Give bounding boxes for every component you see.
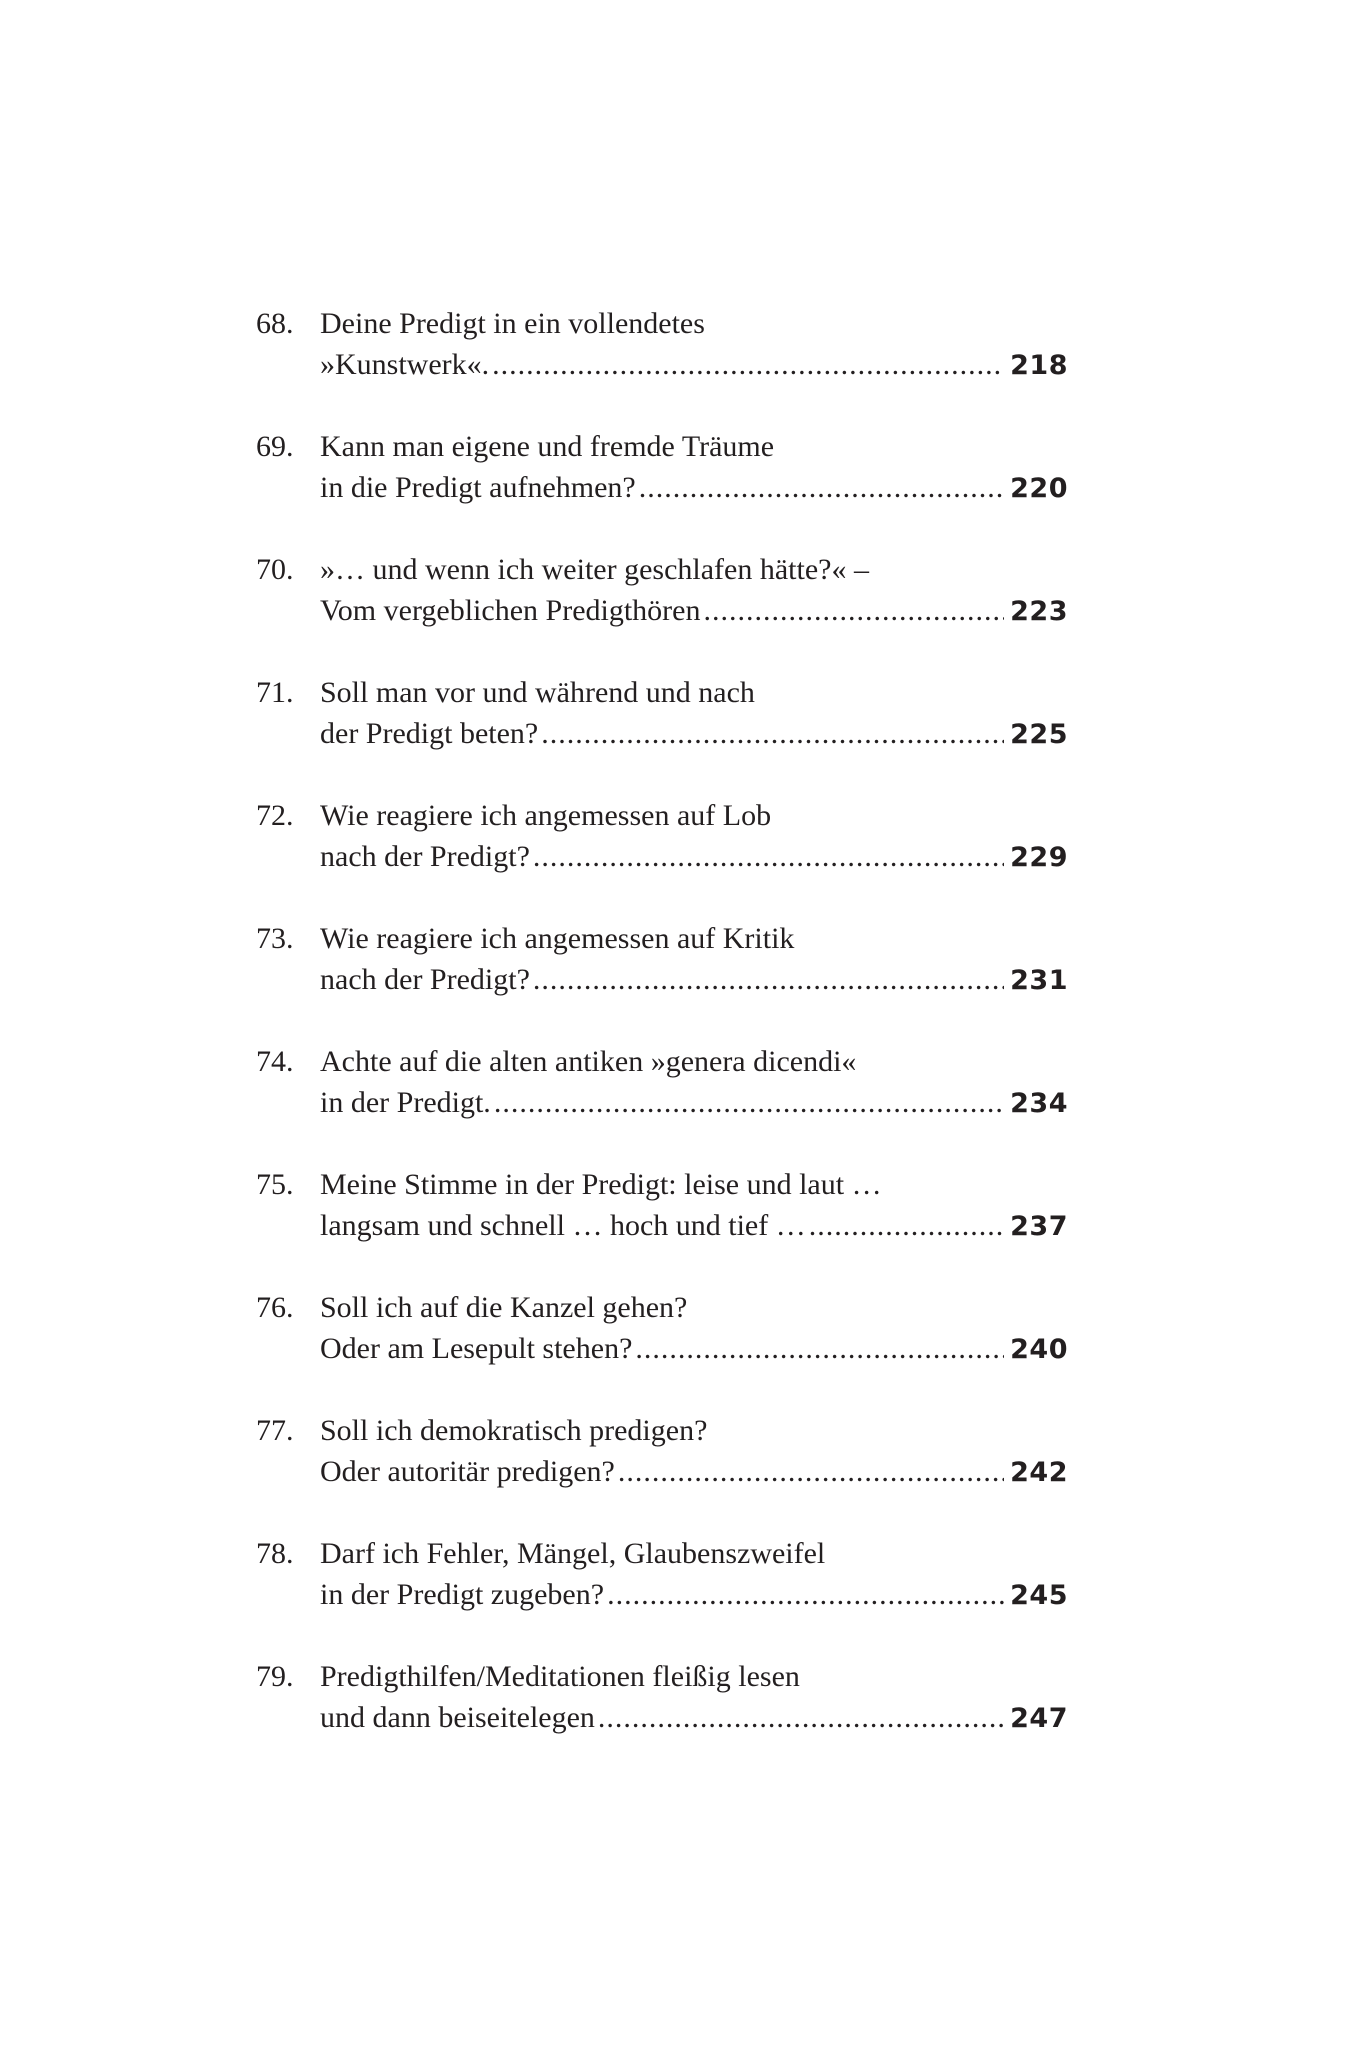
page-number: 220 [1010,473,1068,504]
page-number: 242 [1010,1457,1068,1488]
toc-entry-70[interactable] [256,550,1068,673]
entry-number: 69. [256,430,294,463]
toc-entry-77[interactable] [256,1411,1068,1534]
toc-entry-79[interactable] [256,1657,1068,1780]
entry-number: 68. [256,307,294,340]
entry-number: 74. [256,1045,294,1078]
entry-title-line2: Vom vergeblichen Predigthören [320,594,701,627]
entry-title-line2: und dann beiseitelegen [320,1701,595,1734]
toc-entry-74[interactable] [256,1042,1068,1165]
toc-entry-78[interactable] [256,1534,1068,1657]
toc-entry-73[interactable] [256,919,1068,1042]
entry-number: 72. [256,799,294,832]
page-number: 231 [1010,965,1068,996]
entry-title-line2: in der Predigt zugeben? [320,1578,605,1611]
toc-entry-69[interactable] [256,427,1068,550]
dot-leader [607,1575,1004,1615]
page-number: 223 [1010,596,1068,627]
dot-leader [494,1083,1004,1123]
entry-number: 71. [256,676,294,709]
entry-title-line1: Wie reagiere ich angemessen auf Lob [320,799,772,832]
entry-title-line1: »… und wenn ich weiter geschlafen hätte?« – [320,553,869,586]
entry-title-line2: nach der Predigt? [320,840,530,873]
toc-entry-76[interactable] [256,1288,1068,1411]
entry-title-line2: »Kunstwerk«. [320,348,490,381]
toc-entry-68[interactable] [256,304,1068,427]
entry-title-line1: Soll man vor und während und nach [320,676,755,709]
entry-title-line1: Darf ich Fehler, Mängel, Glaubenszweifel [320,1537,826,1570]
entry-title-line2: Oder autoritär predigen? [320,1455,615,1488]
entry-title-line1: Kann man eigene und fremde Träume [320,430,775,463]
page-number: 229 [1010,842,1068,873]
entry-title-line2: in der Predigt. [320,1086,491,1119]
toc-entry-75[interactable] [256,1165,1068,1288]
dot-leader [533,837,1004,877]
entry-number: 73. [256,922,294,955]
page-number: 240 [1010,1334,1068,1365]
page-number: 237 [1010,1211,1068,1242]
entry-title-line1: Achte auf die alten antiken »genera dicendi« [320,1045,857,1078]
entry-title-line1: Predigthilfen/Meditationen fleißig lesen [320,1660,800,1693]
page-number: 234 [1010,1088,1068,1119]
toc-entry-71[interactable] [256,673,1068,796]
dot-leader [635,1329,1004,1369]
entry-number: 76. [256,1291,294,1324]
page-number: 225 [1010,719,1068,750]
entry-number: 79. [256,1660,294,1693]
entry-title-line2: der Predigt beten? [320,717,539,750]
page-number: 245 [1010,1580,1068,1611]
dot-leader [703,591,1004,631]
entry-number: 78. [256,1537,294,1570]
entry-title-line1: Soll ich auf die Kanzel gehen? [320,1291,688,1324]
entry-number: 75. [256,1168,294,1201]
dot-leader [809,1206,1004,1246]
dot-leader [541,714,1004,754]
entry-number: 70. [256,553,294,586]
dot-leader [618,1452,1004,1492]
table-of-contents [256,304,1068,1780]
entry-title-line2: langsam und schnell … hoch und tief … [320,1209,806,1242]
entry-title-line1: Meine Stimme in der Predigt: leise und laut … [320,1168,882,1201]
dot-leader [533,960,1004,1000]
entry-title-line2: nach der Predigt? [320,963,530,996]
page-number: 218 [1010,350,1068,381]
entry-title-line1: Wie reagiere ich angemessen auf Kritik [320,922,795,955]
page-number: 247 [1010,1703,1068,1734]
entry-title-line1: Deine Predigt in ein vollendetes [320,307,705,340]
entry-title-line2: in die Predigt aufnehmen? [320,471,636,504]
dot-leader [598,1698,1004,1738]
toc-entry-72[interactable] [256,796,1068,919]
entry-title-line1: Soll ich demokratisch predigen? [320,1414,708,1447]
entry-number: 77. [256,1414,294,1447]
dot-leader [492,345,1004,385]
dot-leader [639,468,1004,508]
entry-title-line2: Oder am Lesepult stehen? [320,1332,633,1365]
